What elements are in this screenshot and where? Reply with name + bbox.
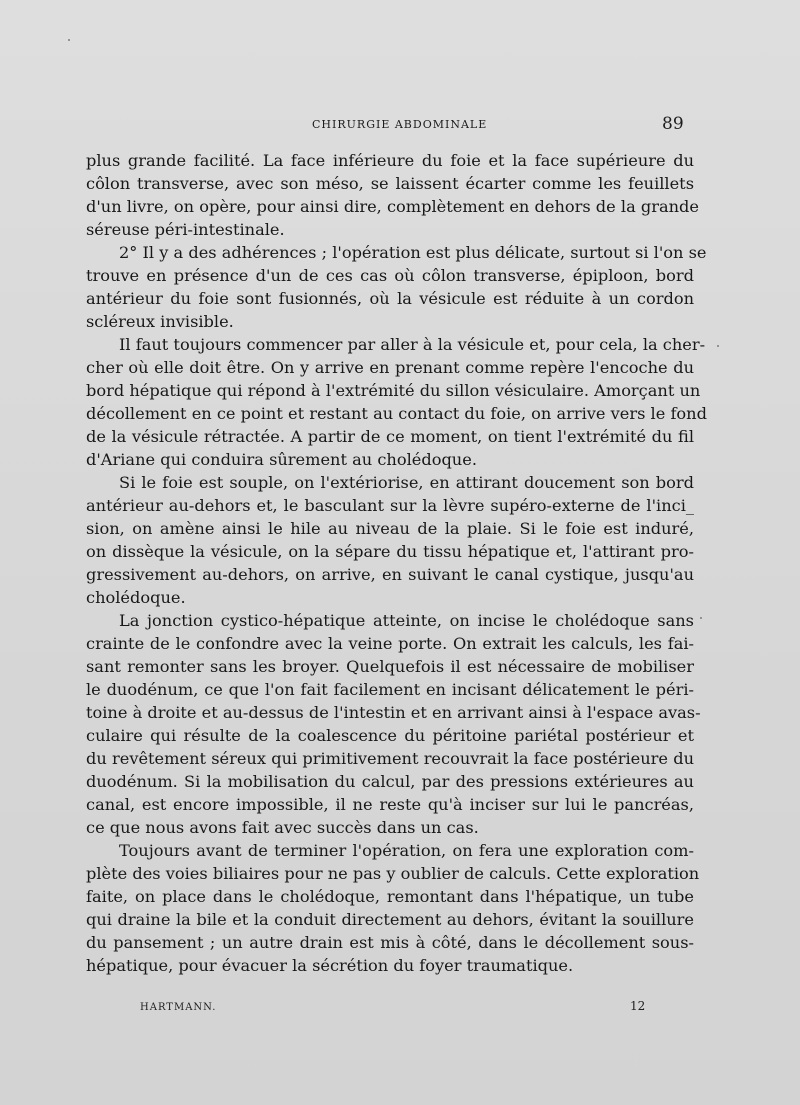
paragraph [86,471,694,609]
running-head [0,114,800,137]
text-line: d'Ariane qui conduira sûrement au cholédoque. [86,450,477,469]
paper-speck [700,617,702,619]
text-line: 2° Il y a des adhérences ; l'opération est plus délicate, surtout si l'on se [119,243,707,262]
text-line: trouve en présence d'un de ces cas où côlon transverse, épiploon, bord [86,266,694,285]
paragraph [86,241,707,333]
text-line: qui draine la bile et la conduit directement au dehors, évitant la souillure [86,910,694,929]
author-signature: HARTMANN. [140,1002,217,1013]
paper-speck [68,39,70,41]
text-line: sion, on amène ainsi le hile au niveau de la plaie. Si le foie est induré, [86,519,694,538]
footer [0,999,800,1019]
text-line: séreuse péri-intestinale. [86,220,285,239]
running-title: CHIRURGIE ABDOMINALE [312,118,488,131]
text-line: Si le foie est souple, on l'extériorise, en attirant doucement son bord [119,473,694,492]
paragraph [86,609,701,839]
text-line: toine à droite et au-dessus de l'intestin et en arrivant ainsi à l'espace avas- [86,703,701,722]
text-line: du revêtement séreux qui primitivement recouvrait la face postérieure du [86,749,694,768]
body-text [86,149,707,977]
page-number: 89 [662,114,684,134]
paper-speck [717,345,719,347]
text-line: d'un livre, on opère, pour ainsi dire, complètement en dehors de la grande [86,197,699,216]
text-line: plus grande facilité. La face inférieure du foie et la face supérieure du [86,151,694,170]
text-line: décollement en ce point et restant au contact du foie, on arrive vers le fond [86,404,707,423]
paragraph [86,149,699,241]
text-line: plète des voies biliaires pour ne pas y oublier de calculs. Cette exploration [86,864,700,883]
text-line: du pansement ; un autre drain est mis à côté, dans le décollement sous- [86,933,694,952]
text-line: cher où elle doit être. On y arrive en prenant comme repère l'encoche du [86,358,694,377]
text-line: le duodénum, ce que l'on fait facilement en incisant délicatement le péri- [86,680,694,699]
text-line: sant remonter sans les broyer. Quelquefois il est nécessaire de mobiliser [86,657,694,676]
text-line: scléreux invisible. [86,312,234,331]
text-line: faite, on place dans le cholédoque, remontant dans l'hépatique, un tube [86,887,694,906]
paragraph [86,333,707,471]
text-line: Toujours avant de terminer l'opération, on fera une exploration com- [119,841,694,860]
text-line: de la vésicule rétractée. A partir de ce moment, on tient l'extrémité du fil [86,427,694,446]
text-line: bord hépatique qui répond à l'extrémité du sillon vésiculaire. Amorçant un [86,381,701,400]
sheet-signature: 12 [630,999,646,1013]
text-line: canal, est encore impossible, il ne reste qu'à inciser sur lui le pancréas, [86,795,694,814]
text-line: cholédoque. [86,588,186,607]
text-line: côlon transverse, avec son méso, se laissent écarter comme les feuillets [86,174,694,193]
paragraph [86,839,700,977]
text-line: on dissèque la vésicule, on la sépare du tissu hépatique et, l'attirant pro- [86,542,694,561]
text-line: crainte de le confondre avec la veine porte. On extrait les calculs, les fai- [86,634,694,653]
text-line: La jonction cystico-hépatique atteinte, on incise le cholédoque sans [119,611,694,630]
text-line: culaire qui résulte de la coalescence du péritoine pariétal postérieur et [86,726,694,745]
text-line: Il faut toujours commencer par aller à la vésicule et, pour cela, la cher- [119,335,706,354]
text-line: antérieur du foie sont fusionnés, où la vésicule est réduite à un cordon [86,289,694,308]
text-line: gressivement au-dehors, on arrive, en suivant le canal cystique, jusqu'au [86,565,694,584]
text-line: ce que nous avons fait avec succès dans un cas. [86,818,479,837]
text-line: hépatique, pour évacuer la sécrétion du foyer traumatique. [86,956,574,975]
text-line: duodénum. Si la mobilisation du calcul, par des pressions extérieures au [86,772,694,791]
text-line: antérieur au-dehors et, le basculant sur la lèvre supéro-externe de l'inci_ [86,496,694,515]
